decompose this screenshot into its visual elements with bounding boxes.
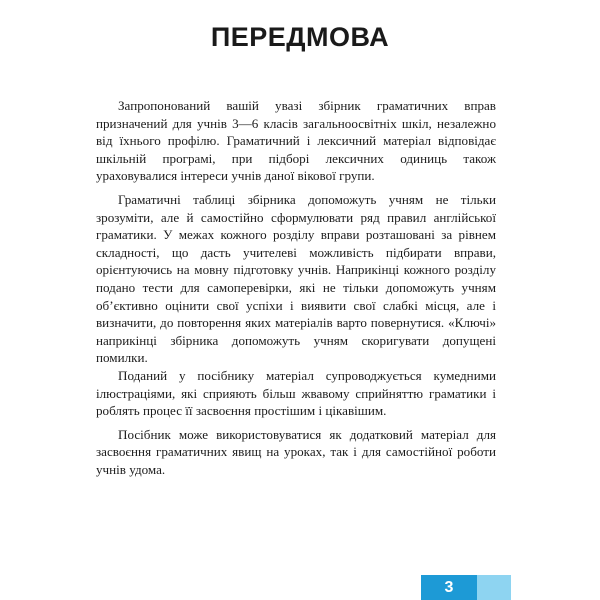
paragraph-3: Поданий у посібнику матеріал супроводжується кумедними ілюстраціями, які сприяють більш жвавому сприйняттю граматики і роблять процес її засвоєння простішим і цікавішим.: [96, 367, 496, 419]
page-number-tab-dark: [421, 575, 477, 600]
page-number-tab-light: [477, 575, 511, 600]
page-number-tab: [421, 575, 511, 600]
page-number: 3: [444, 578, 454, 596]
paragraph-2: Граматичні таблиці збірника допоможуть учням не тільки зрозуміти, але й самостійно сформулювати ряд правил англійської граматики. У межах кожного розділу вправи розташовані за рівнем складності, що дасть учителеві можливість підбирати вправи, орієнтуючись на мовну підготовку учнів. Наприкінці кожного розділу подано тести для самоперевірки, які не тільки допоможуть учням об’єктивно оцінити свої успіхи і виявити свої слабкі місця, але і визначити, до повторення яких матеріалів варто повернутися. «Ключі» наприкінці збірника допоможуть учням скоригувати допущені помилки.: [96, 191, 496, 366]
paragraph-1: Запропонований вашій увазі збірник граматичних вправ призначений для учнів 3—6 класів загальноосвітніх шкіл, незалежно від їхнього профілю. Граматичний і лексичний матеріал відповідає шкільній програмі, при підборі лексичних одиниць також ураховувалися інтереси учнів даної вікової групи.: [96, 98, 496, 184]
paragraph-4: Посібник може використовуватися як додатковий матеріал для засвоєння граматичних явищ на уроках, так і для самостійної роботи учнів удома.: [96, 426, 496, 477]
page-title: ПЕРЕДМОВА: [210, 22, 390, 53]
preface-body: [96, 97, 496, 484]
